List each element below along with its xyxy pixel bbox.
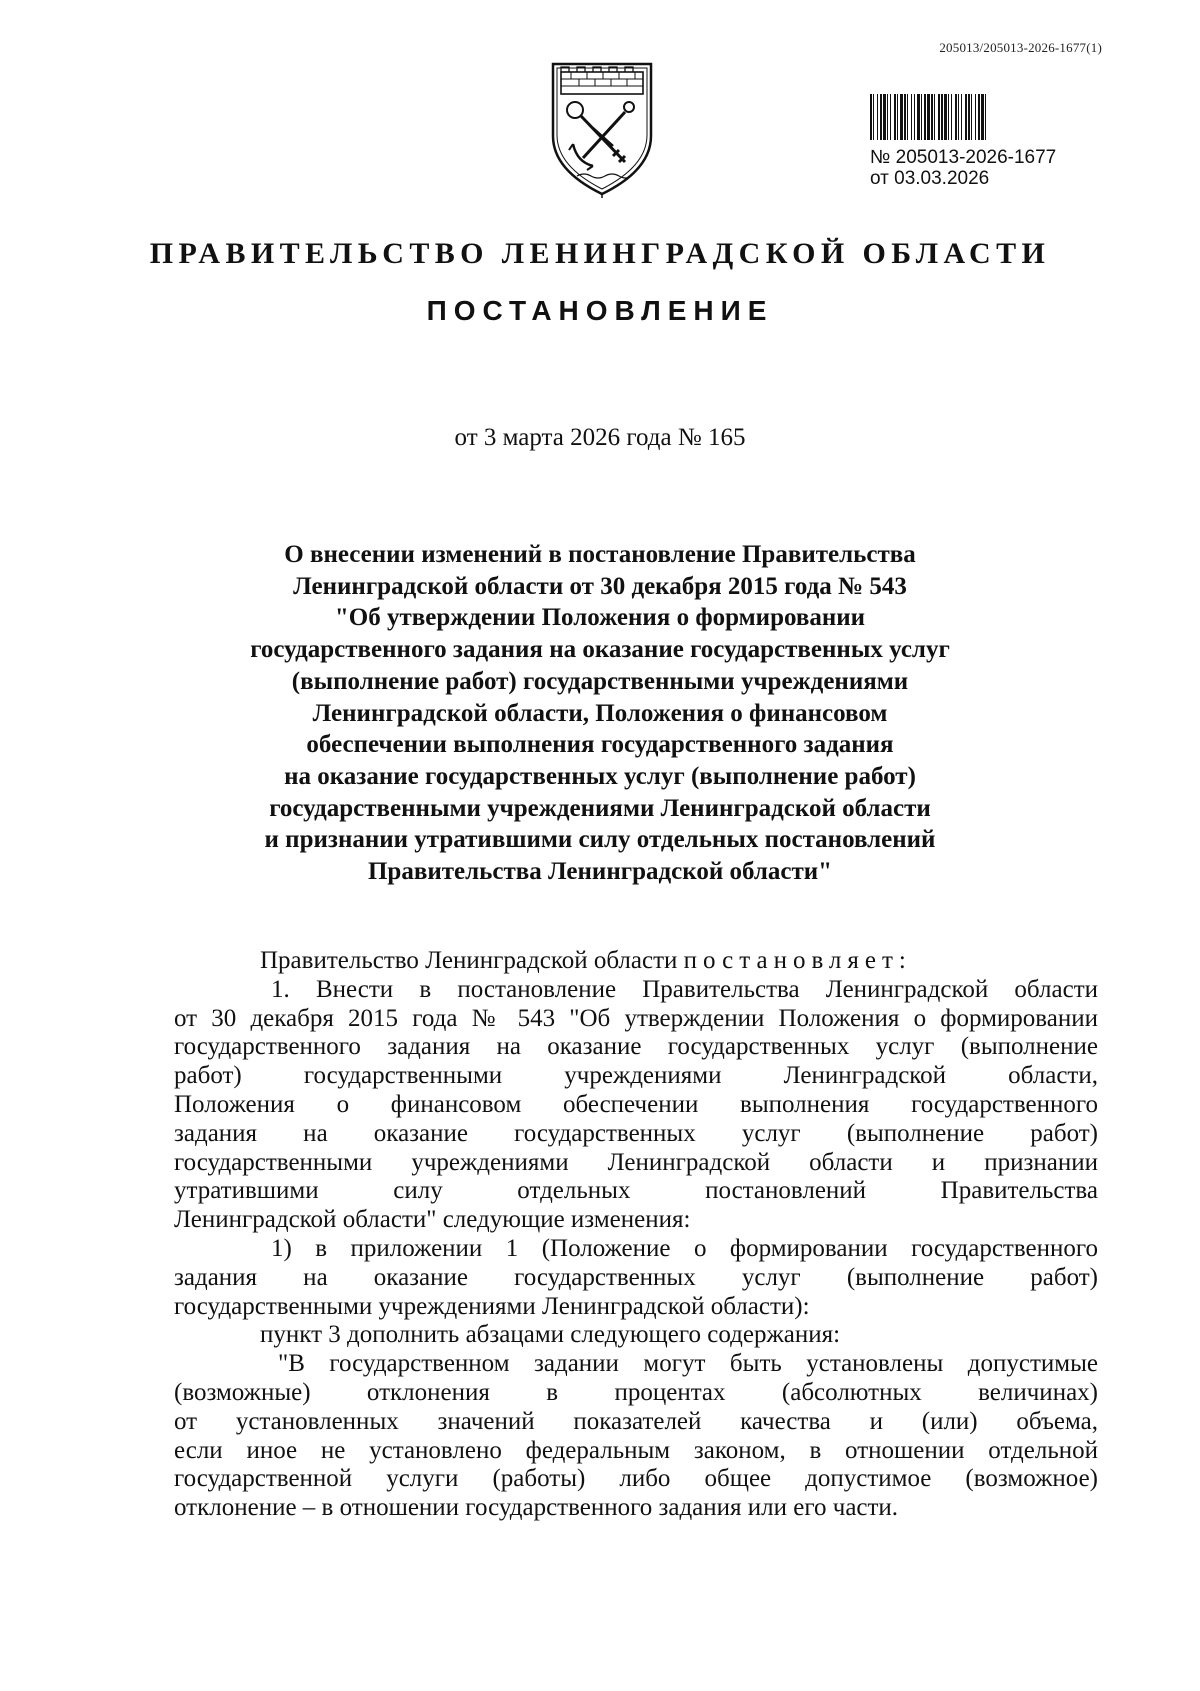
subject-line: Ленинградской области от 30 декабря 2015 года № 543 <box>293 572 907 600</box>
document-date-number: от 3 марта 2026 года № 165 <box>454 424 746 451</box>
body-line: (возможные) отклонения в процентах (абсолютных величинах) <box>174 1378 1098 1406</box>
subject-line: государственными учреждениями Ленинградской области <box>269 794 931 822</box>
subject-line: "Об утверждении Положения о формировании <box>334 604 866 632</box>
body-line: 1. Внести в постановление Правительства Ленинградской области <box>271 975 1098 1003</box>
registration-date: от 03.03.2026 <box>870 168 990 189</box>
body-line: задания на оказание государственных услуг (выполнение работ) <box>174 1119 1098 1147</box>
subject-line: Ленинградской области, Положения о финансовом <box>312 699 888 727</box>
subject-line: на оказание государственных услуг (выполнение работ) <box>284 762 916 790</box>
body-line: пункт 3 дополнить абзацами следующего содержания: <box>260 1321 841 1349</box>
subject-line: Правительства Ленинградской области" <box>367 858 833 886</box>
authority-title: ПРАВИТЕЛЬСТВО ЛЕНИНГРАДСКОЙ ОБЛАСТИ <box>149 237 1051 270</box>
document-code: 205013/205013-2026-1677(1) <box>939 40 1102 55</box>
body-line: 1) в приложении 1 (Положение о формировании государственного <box>271 1234 1098 1262</box>
preamble-verb: постановляет: <box>683 947 912 974</box>
registration-block <box>870 94 1100 189</box>
body-line: государственными учреждениями Ленинградской области): <box>174 1292 810 1320</box>
body-line: Положения о финансовом обеспечении выполнения государственного <box>174 1090 1098 1118</box>
coat-of-arms-icon <box>547 58 657 198</box>
preamble-prefix: Правительство Ленинградской области <box>260 947 678 974</box>
subject-line: государственного задания на оказание государственных услуг <box>250 636 950 664</box>
subject-line: О внесении изменений в постановление Правительства <box>284 541 916 568</box>
body-line: государственного задания на оказание государственных услуг (выполнение <box>174 1033 1098 1061</box>
body-line: Ленинградской области" следующие изменения: <box>174 1206 691 1234</box>
subject-line: и признании утратившими силу отдельных постановлений <box>264 826 936 854</box>
body-line: задания на оказание государственных услуг (выполнение работ) <box>174 1263 1098 1291</box>
subject-line: (выполнение работ) государственными учреждениями <box>291 667 909 695</box>
document-body <box>174 947 1098 1523</box>
body-line: от 30 декабря 2015 года № 543 "Об утверждении Положения о формировании <box>174 1004 1098 1032</box>
document-subject <box>150 539 1050 888</box>
body-line: государственной услуги (работы) либо общее допустимое (возможное) <box>174 1465 1098 1493</box>
body-line: утратившими силу отдельных постановлений Правительства <box>174 1177 1098 1205</box>
body-line: если иное не установлено федеральным законом, в отношении отдельной <box>174 1436 1098 1464</box>
barcode-icon <box>870 94 1098 140</box>
body-line: от установленных значений показателей качества и (или) объема, <box>174 1407 1098 1435</box>
body-line: работ) государственными учреждениями Ленинградской области, <box>174 1062 1098 1090</box>
document-type-heading: ПОСТАНОВЛЕНИЕ <box>426 295 774 326</box>
body-line: отклонение – в отношении государственного задания или его части. <box>174 1494 899 1522</box>
body-line: "В государственном задании могут быть установлены допустимые <box>278 1350 1098 1378</box>
body-line: государственными учреждениями Ленинградской области и признании <box>174 1148 1098 1176</box>
subject-line: обеспечении выполнения государственного задания <box>306 731 894 759</box>
registration-number: № 205013-2026-1677 <box>870 147 1057 168</box>
preamble-line <box>174 947 1098 976</box>
